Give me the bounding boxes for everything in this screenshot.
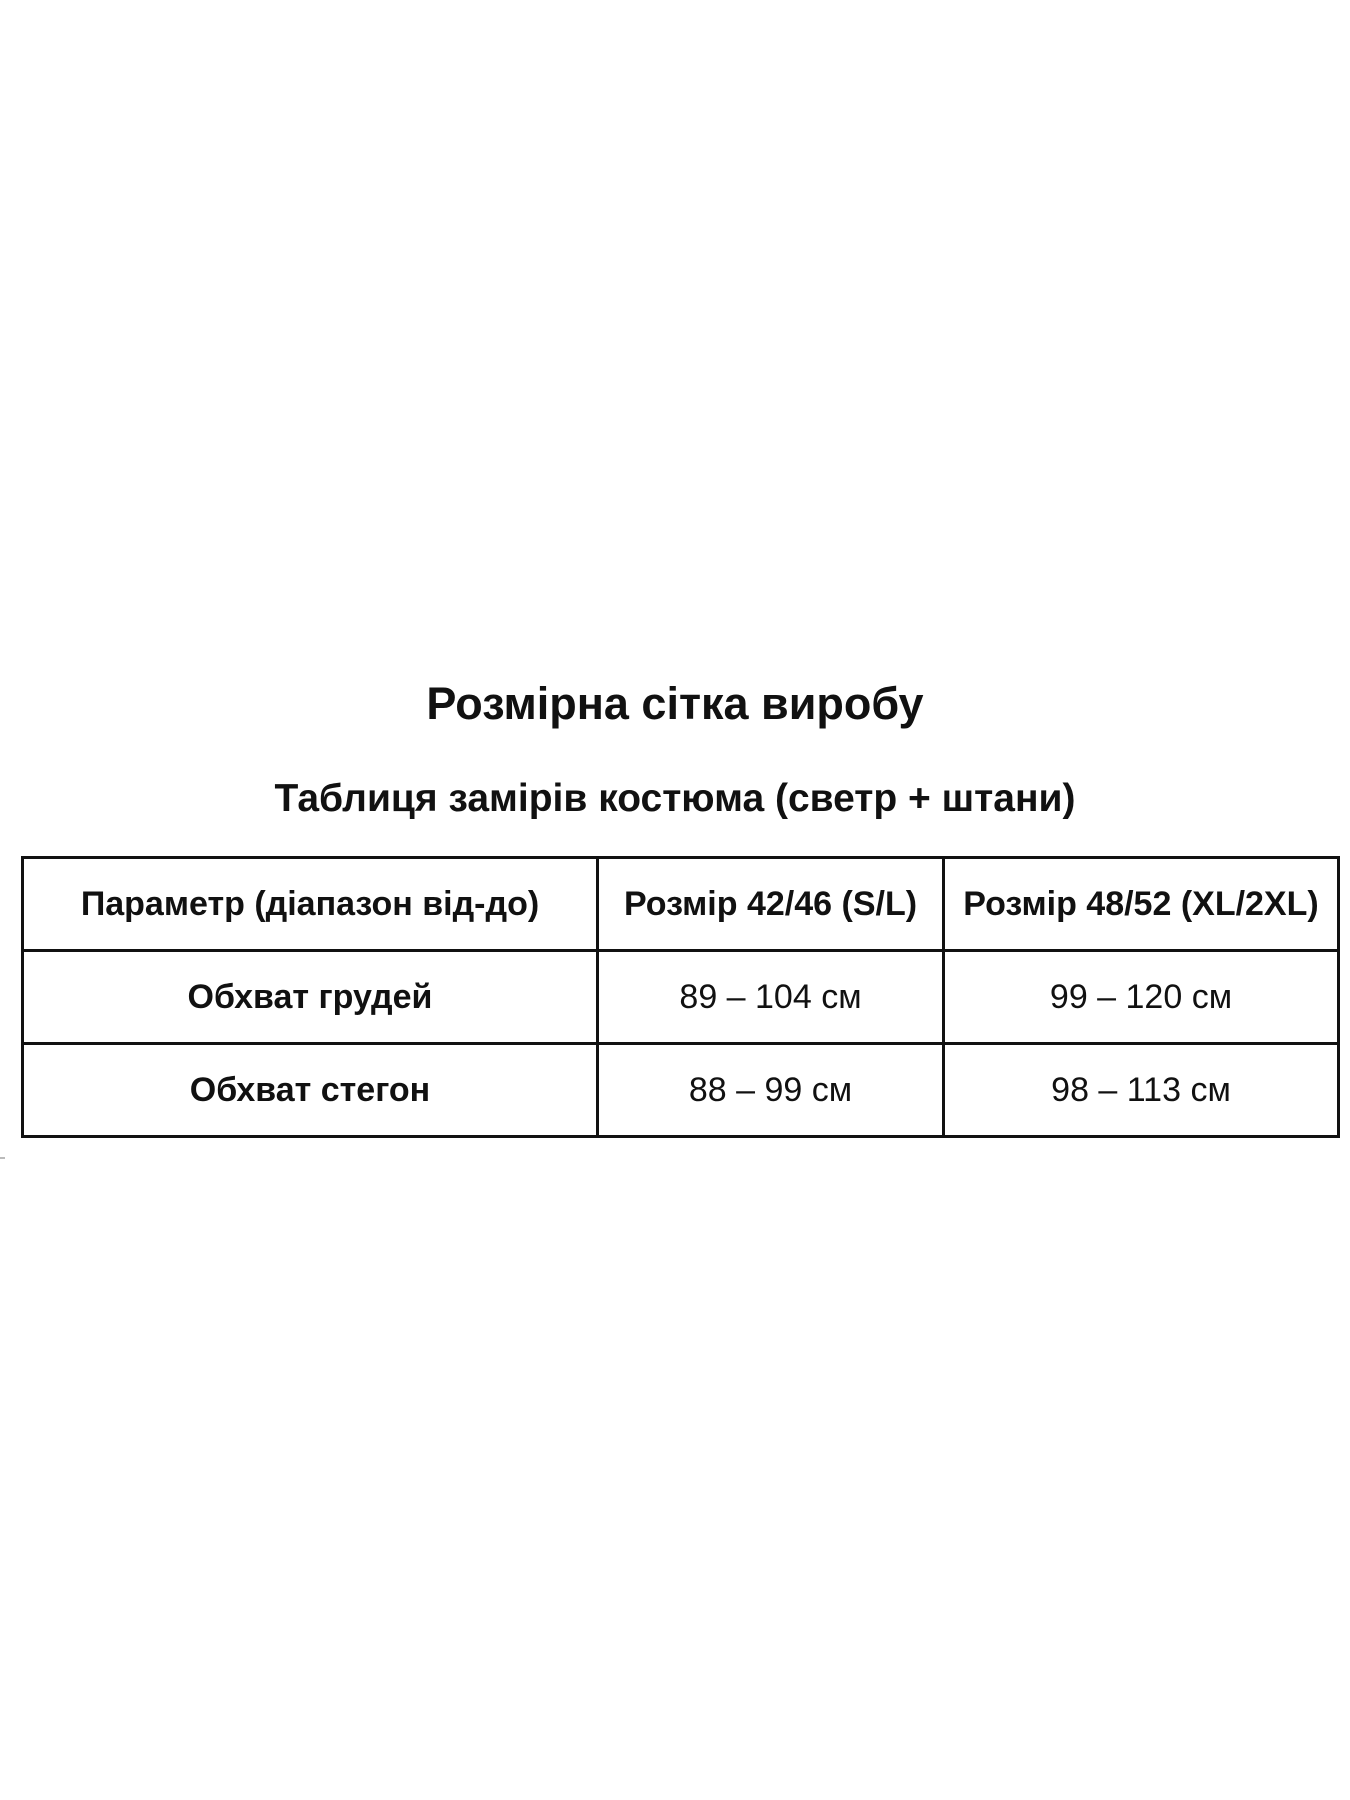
- row-label-chest: Обхват грудей: [23, 951, 598, 1044]
- table-row: [23, 951, 1339, 1044]
- edge-mark: [0, 1157, 5, 1159]
- header-size-s-l: Розмір 42/46 (S/L): [598, 858, 944, 951]
- row-label-hips: Обхват стегон: [23, 1044, 598, 1137]
- table-header-row: [23, 858, 1339, 951]
- cell-chest-xl-2xl: 99 – 120 см: [944, 951, 1339, 1044]
- page-title: Розмірна сітка виробу: [426, 678, 924, 729]
- header-parameter: Параметр (діапазон від-до): [23, 858, 598, 951]
- cell-chest-s-l: 89 – 104 см: [598, 951, 944, 1044]
- table-row: [23, 1044, 1339, 1137]
- table-title: Таблиця замірів костюма (светр + штани): [274, 777, 1076, 820]
- cell-hips-xl-2xl: 98 – 113 см: [944, 1044, 1339, 1137]
- size-table: [21, 856, 1340, 1138]
- cell-hips-s-l: 88 – 99 см: [598, 1044, 944, 1137]
- table-body: [23, 951, 1339, 1137]
- table-header: [23, 858, 1339, 951]
- header-size-xl-2xl: Розмір 48/52 (XL/2XL): [944, 858, 1339, 951]
